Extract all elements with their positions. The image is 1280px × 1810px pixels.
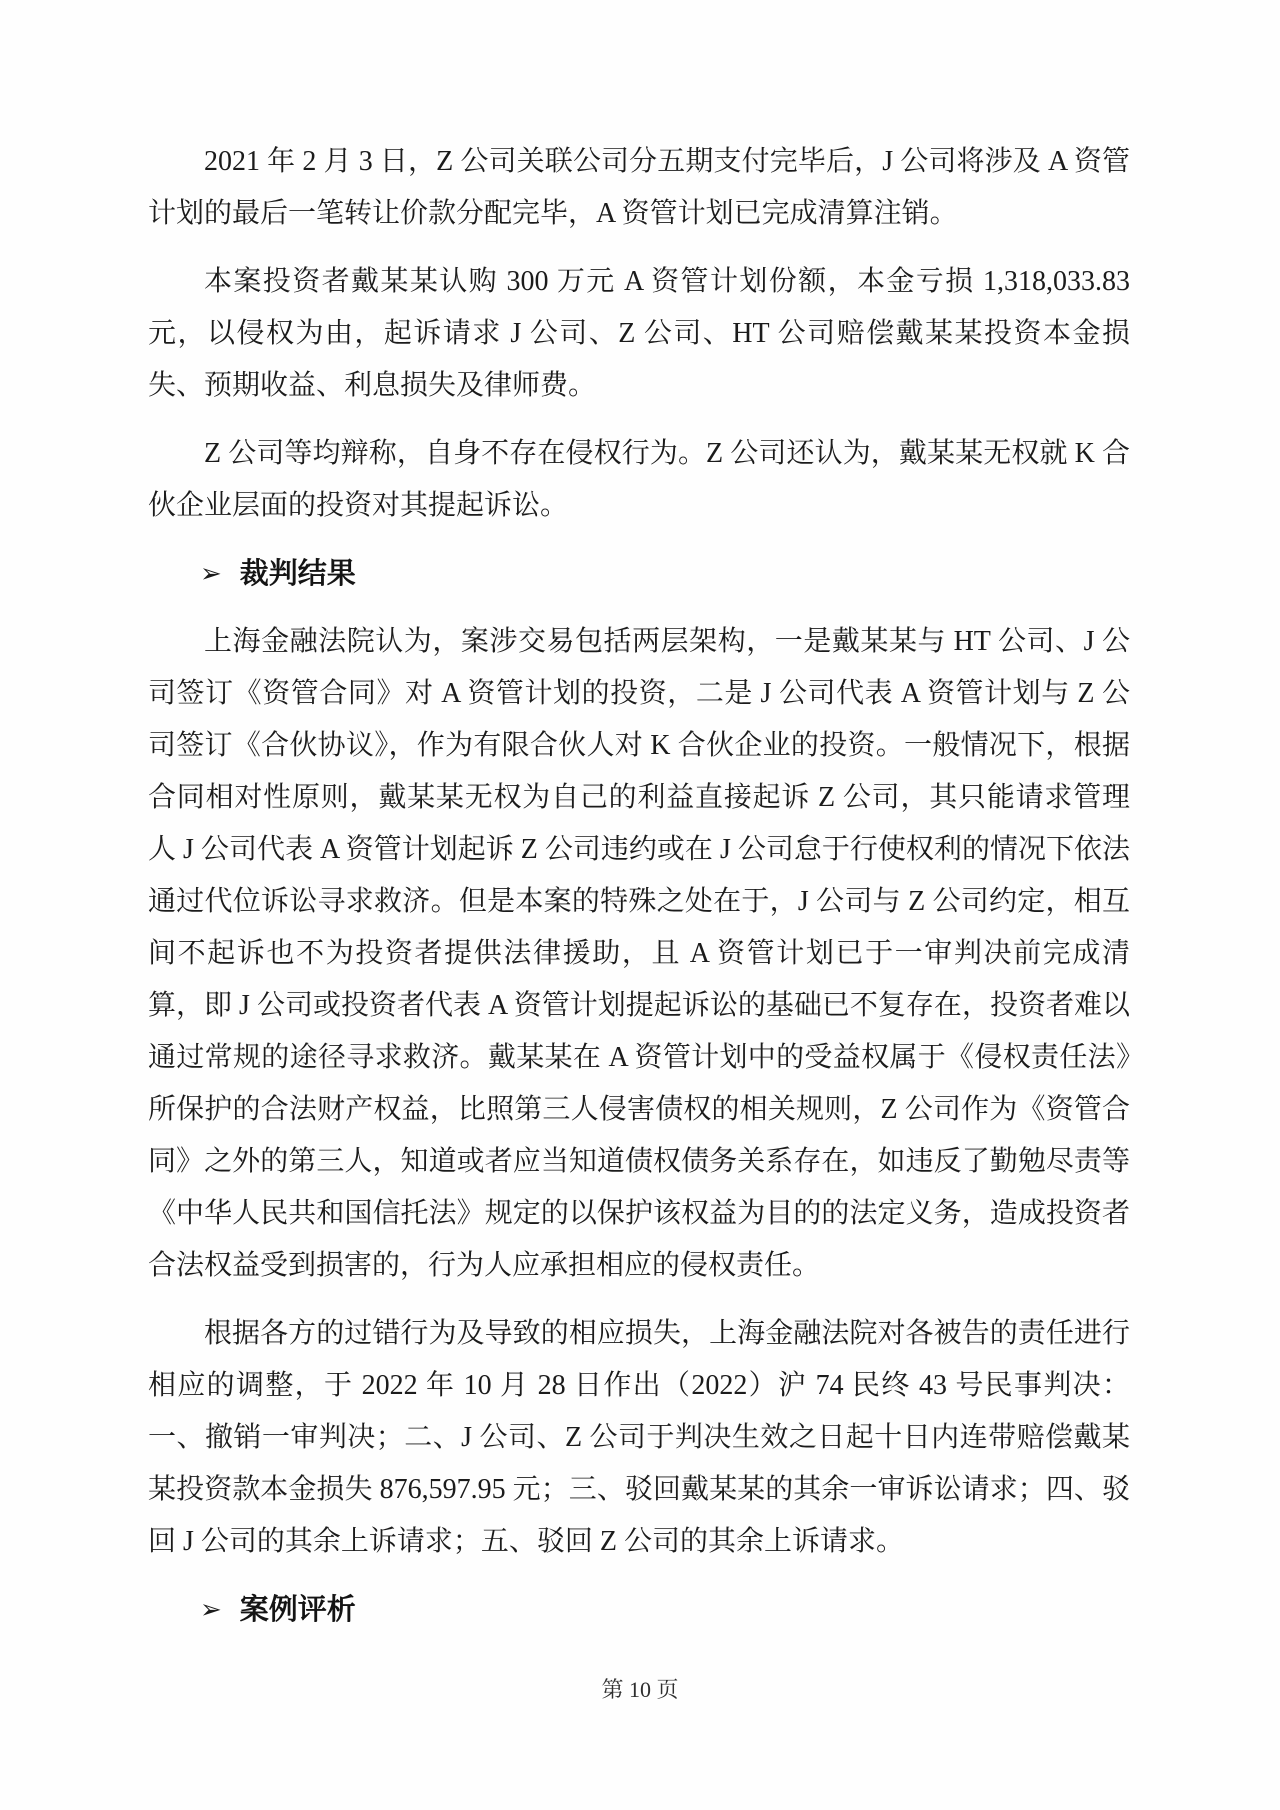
section-heading-case-analysis — [148, 1584, 1130, 1636]
page-number: 第 10 页 — [601, 1677, 679, 1702]
paragraph-investor-claim: 本案投资者戴某某认购 300 万元 A 资管计划份额，本金亏损 1,318,033.83 元，以侵权为由，起诉请求 J 公司、Z 公司、HT 公司赔偿戴某某投资本金损失、预期收益、利息损失及律师费。 — [148, 266, 1130, 401]
paragraph-judgment-items: 根据各方的过错行为及导致的相应损失，上海金融法院对各被告的责任进行相应的调整，于 2022 年 10 月 28 日作出（2022）沪 74 民终 43 号民事判决：一、撤销一审判决；二、J 公司、Z 公司于判决生效之日起十日内连带赔偿戴某某投资款本金损失 876,597.95 元；三、驳回戴某某的其余一审诉讼请求；四、驳回 J 公司的其余上诉请求；五、驳回 Z 公司的其余上诉请求。 — [148, 1318, 1130, 1557]
paragraph-court-reasoning: 上海金融法院认为，案涉交易包括两层架构，一是戴某某与 HT 公司、J 公司签订《资管合同》对 A 资管计划的投资，二是 J 公司代表 A 资管计划与 Z 公司签订《合伙协议》，作为有限合伙人对 K 合伙企业的投资。一般情况下，根据合同相对性原则，戴某某无权为自己的利益直接起诉 Z 公司，其只能请求管理人 J 公司代表 A 资管计划起诉 Z 公司违约或在 J 公司怠于行使权利的情况下依法通过代位诉讼寻求救济。但是本案的特殊之处在于，J 公司与 Z 公司约定，相互间不起诉也不为投资者提供法律援助，且 A 资管计划已于一审判决前完成清算，即 J 公司或投资者代表 A 资管计划提起诉讼的基础已不复存在，投资者难以通过常规的途径寻求救济。戴某某在 A 资管计划中的受益权属于《侵权责任法》所保护的合法财产权益，比照第三人侵害债权的相关规则，Z 公司作为《资管合同》之外的第三人，知道或者应当知道债权债务关系存在，如违反了勤勉尽责等《中华人民共和国信托法》规定的以保护该权益为目的的法定义务，造成投资者合法权益受到损害的，行为人应承担相应的侵权责任。 — [148, 626, 1130, 1281]
section-heading-ruling-result — [148, 548, 1130, 600]
section-heading-label: 裁判结果 — [239, 558, 356, 590]
arrow-bullet-icon: ➢ — [200, 558, 222, 588]
paragraph-settlement-completion: 2021 年 2 月 3 日，Z 公司关联公司分五期支付完毕后，J 公司将涉及 A 资管计划的最后一笔转让价款分配完毕，A 资管计划已完成清算注销。 — [148, 146, 1130, 229]
section-heading-label: 案例评析 — [239, 1594, 356, 1626]
paragraph-defense-argument: Z 公司等均辩称，自身不存在侵权行为。Z 公司还认为，戴某某无权就 K 合伙企业层面的投资对其提起诉讼。 — [148, 438, 1130, 521]
arrow-bullet-icon: ➢ — [200, 1594, 222, 1624]
document-content — [148, 0, 1130, 1652]
